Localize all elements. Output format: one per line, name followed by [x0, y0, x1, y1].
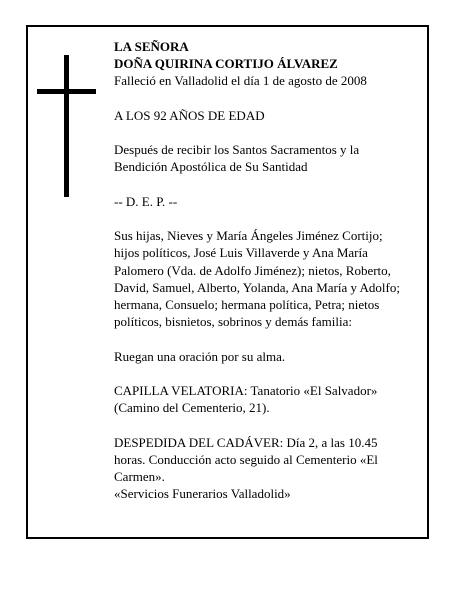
farewell-line: Carmen».	[114, 468, 165, 484]
spacer	[114, 210, 414, 227]
title-line: LA SEÑORA	[114, 39, 189, 54]
chapel-line: CAPILLA VELATORIA: Tanatorio «El Salvador»	[114, 382, 378, 398]
spacer	[114, 365, 414, 382]
funeral-service-name: «Servicios Funerarios Valladolid»	[114, 486, 291, 502]
spacer	[114, 124, 414, 141]
family-line: hijos políticos, José Luis Villaverde y Ana María	[114, 245, 368, 261]
chapel-line: (Camino del Cementerio, 21).	[114, 400, 270, 416]
farewell-line: DESPEDIDA DEL CADÁVER: Día 2, a las 10.45	[114, 434, 378, 450]
family-line: políticos, bisnietos, sobrinos y demás familia:	[114, 314, 352, 330]
family-line: David, Samuel, Alberto, Yolanda, Ana María y Adolfo;	[114, 279, 400, 295]
family-line: Palomero (Vda. de Adolfo Jiménez); nietos, Roberto,	[114, 262, 391, 278]
sacraments-line: Después de recibir los Santos Sacramentos y la	[114, 142, 360, 158]
death-notice: Falleció en Valladolid el día 1 de agosto de 2008	[114, 73, 367, 89]
spacer	[114, 330, 414, 347]
obituary-text	[114, 38, 414, 502]
spacer	[114, 176, 414, 193]
farewell-line: horas. Conducción acto seguido al Cementerio «El	[114, 451, 378, 467]
deceased-name: DOÑA QUIRINA CORTIJO ÁLVAREZ	[114, 56, 338, 72]
cross-vertical-bar	[64, 55, 69, 197]
spacer	[114, 90, 414, 107]
spacer	[114, 416, 414, 433]
prayer-line: Ruegan una oración por su alma.	[114, 348, 286, 364]
cross-horizontal-bar	[37, 89, 96, 94]
family-line: Sus hijas, Nieves y María Ángeles Jiménez Cortijo;	[114, 228, 383, 244]
age-line: A LOS 92 AÑOS DE EDAD	[114, 107, 265, 123]
family-line: hermana, Consuelo; hermana política, Petra; nietos	[114, 296, 380, 312]
sacraments-line: Bendición Apostólica de Su Santidad	[114, 159, 308, 175]
rip-line: -- D. E. P. --	[114, 193, 178, 209]
